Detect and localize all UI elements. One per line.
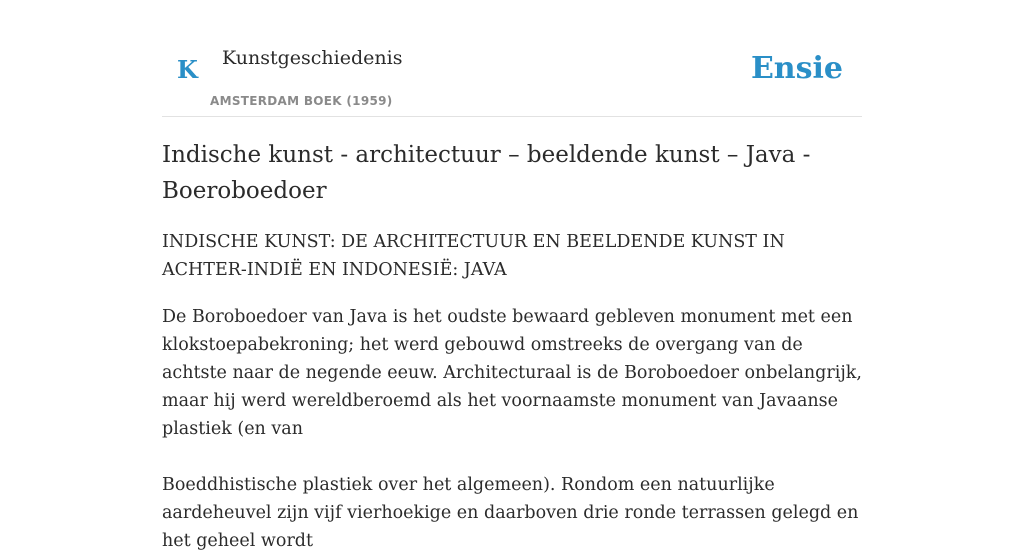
article-paragraph: De Boroboedoer van Java is het oudste bewaard gebleven monument met een klokstoepabekroning; het werd gebouwd omstreeks de overgang van de achtste naar de negende eeuw. Architecturaal is de Boroboedoer onbelangrijk, maar hij werd wereldberoemd als het voornaamste monument van Javaanse plastiek (en van xyxy=(162,307,862,439)
article-title: Indische kunst - architectuur – beeldende kunst – Java - Boeroboedoer xyxy=(162,142,811,204)
site-header xyxy=(162,0,862,117)
ensie-logo[interactable]: Ensie xyxy=(750,51,843,86)
category-title[interactable]: Kunstgeschiedenis xyxy=(222,47,403,69)
source-label: AMSTERDAM BOEK (1959) xyxy=(210,94,393,108)
article-paragraph: Boeddhistische plastiek over het algemeen). Rondom een natuurlijke aardeheuvel zijn vijf vierhoekige en daarboven drie ronde terrassen gelegd en het geheel wordt xyxy=(162,475,859,551)
article-subheading: INDISCHE KUNST: DE ARCHITECTUUR EN BEELDENDE KUNST IN ACHTER-INDIË EN INDONESIË: JAVA xyxy=(162,232,785,280)
category-logo-icon[interactable]: K xyxy=(177,55,198,84)
